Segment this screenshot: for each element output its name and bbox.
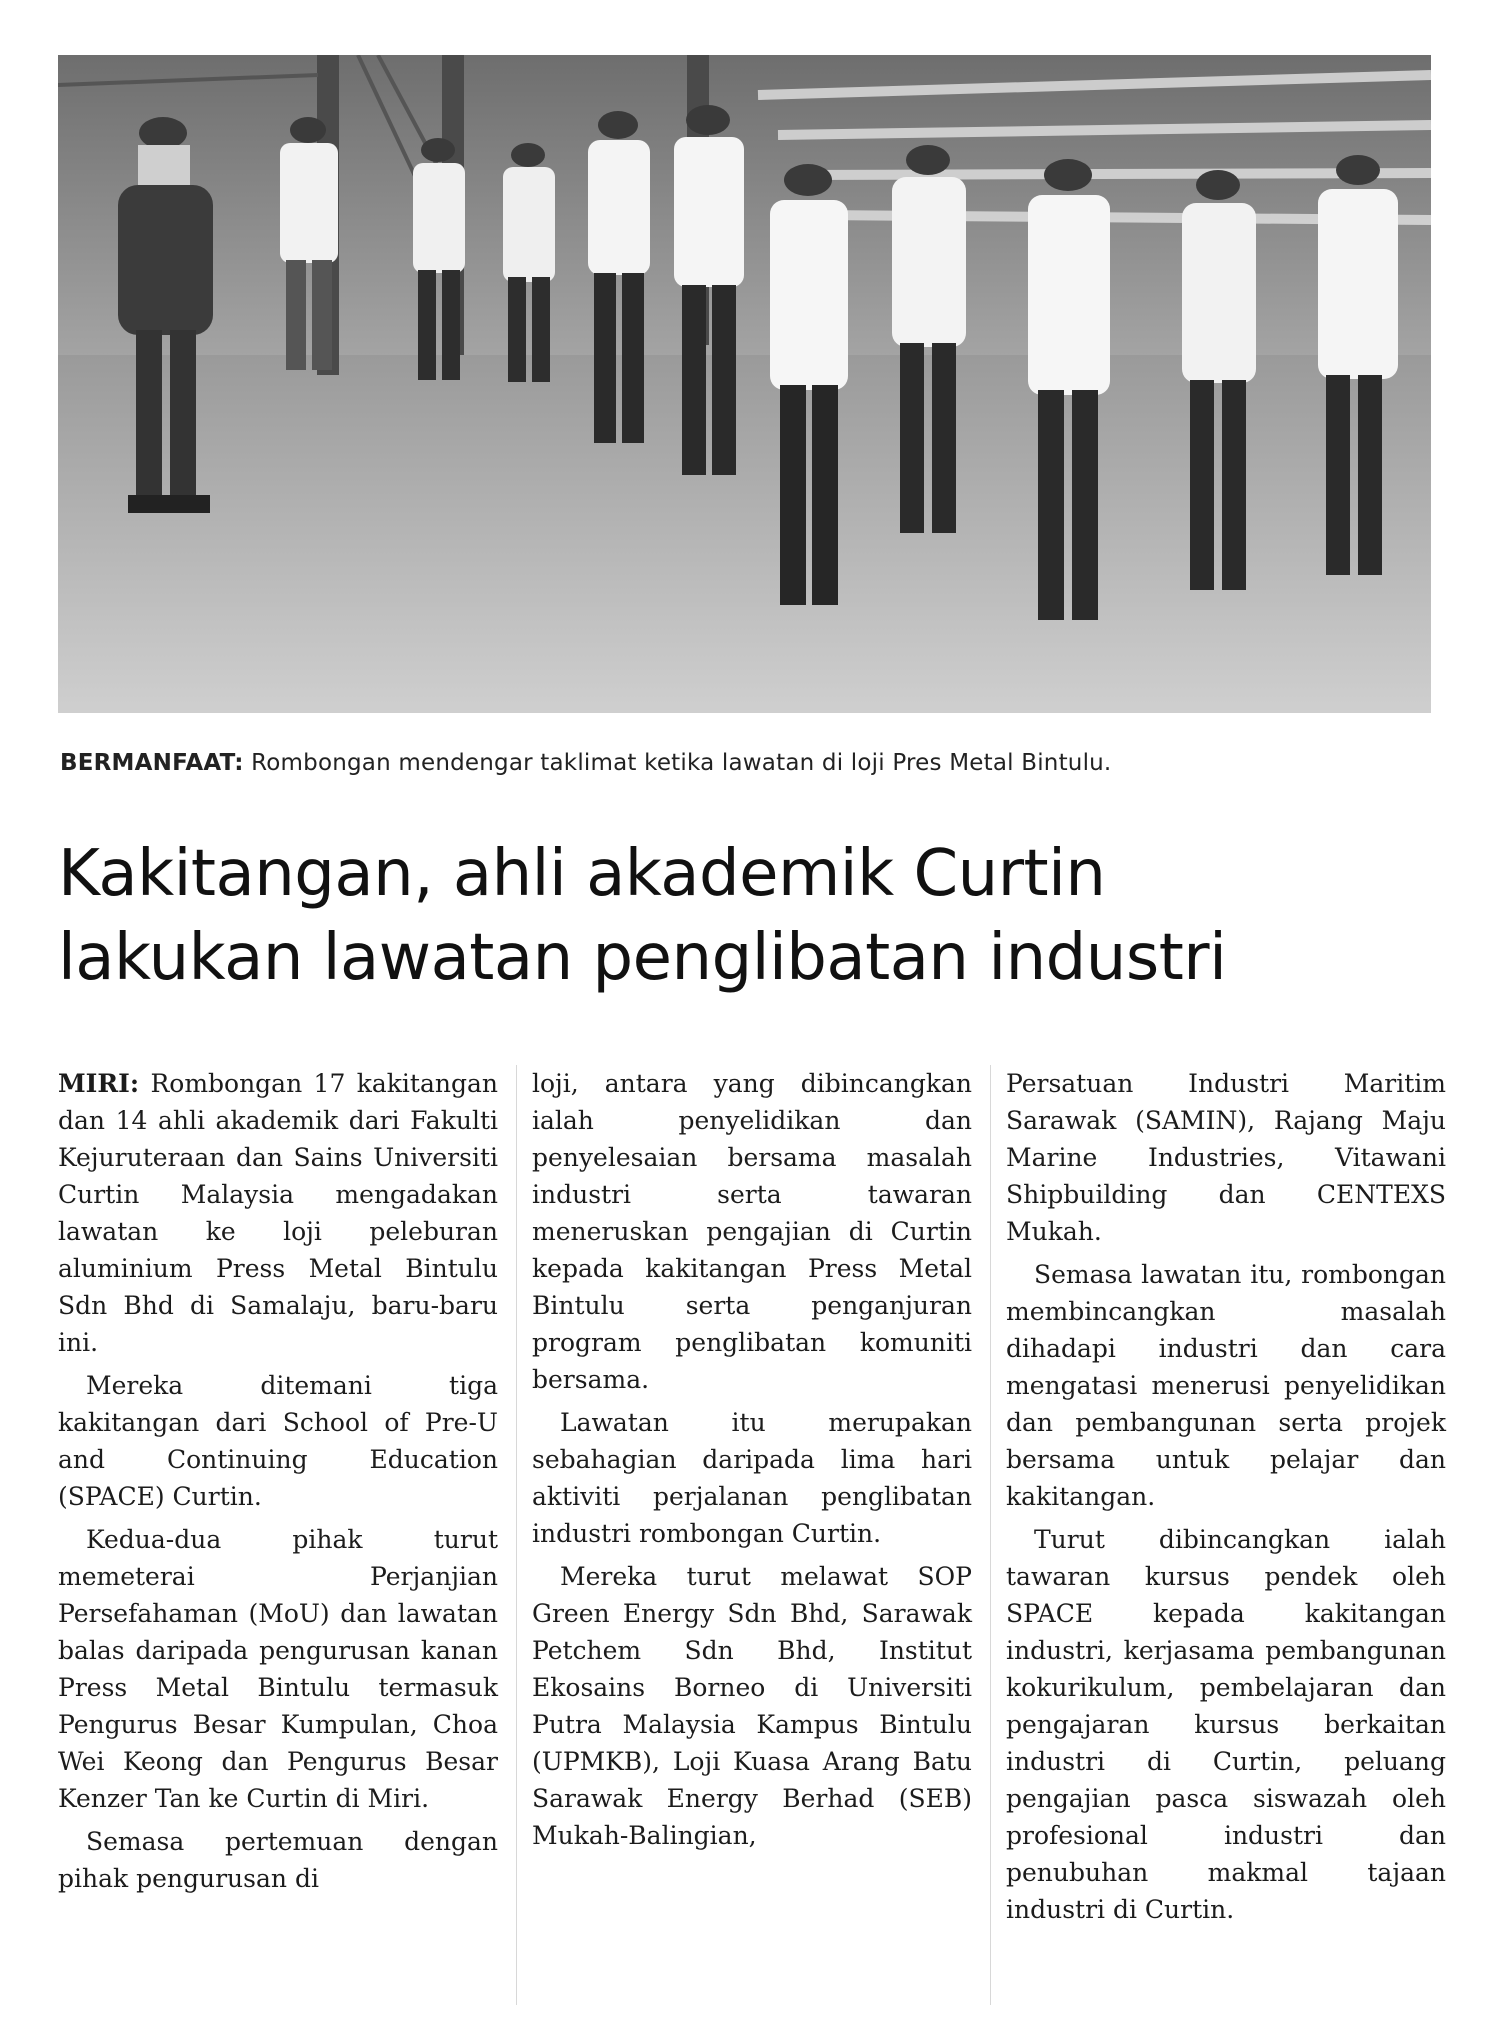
photo-caption: [60, 750, 1440, 776]
news-photo: [58, 55, 1431, 713]
plant-visit-photo-illustration: [58, 55, 1431, 713]
paragraph: Semasa pertemuan dengan pihak pengurusan di: [58, 1827, 498, 1893]
headline: [58, 832, 1458, 1000]
paragraph: Persatuan Industri Maritim Sarawak (SAMIN), Rajang Maju Marine Industries, Vitawani Shipbuilding dan CENTEXS Mukah.: [1006, 1069, 1446, 1246]
article-column-1: [58, 1065, 498, 1903]
paragraph: [58, 1065, 498, 1361]
paragraph: Turut dibincangkan ialah tawaran kursus pendek oleh SPACE kepada kakitangan industri, kerjasama pembangunan kokurikulum, pembelajaran dan pengajaran kursus berkaitan industri di Curtin, peluang pengajian pasca siswazah oleh profesional industri dan penubuhan makmal tajaan industri di Curtin.: [1006, 1525, 1446, 1924]
caption-kicker: BERMANFAAT:: [60, 750, 244, 776]
headline-line-1: Kakitangan, ahli akademik Curtin: [58, 837, 1106, 911]
paragraph: Kedua-dua pihak turut memeterai Perjanjian Persefahaman (MoU) dan lawatan balas daripada pengurusan kanan Press Metal Bintulu termasuk Pengurus Besar Kumpulan, Choa Wei Keong dan Pengurus Besar Kenzer Tan ke Curtin di Miri.: [58, 1525, 498, 1813]
paragraph-text: Rombongan 17 kakitangan dan 14 ahli akademik dari Fakulti Kejuruteraan dan Sains Universiti Curtin Malaysia mengadakan lawatan ke loji peleburan aluminium Press Metal Bintulu Sdn Bhd di Samalaju, baru-baru ini.: [58, 1069, 498, 1357]
caption-text: Rombongan mendengar taklimat ketika lawatan di loji Pres Metal Bintulu.: [243, 750, 1112, 776]
paragraph: Lawatan itu merupakan sebahagian daripada lima hari aktiviti perjalanan penglibatan industri rombongan Curtin.: [532, 1408, 972, 1548]
paragraph: Mereka ditemani tiga kakitangan dari School of Pre-U and Continuing Education (SPACE) Curtin.: [58, 1371, 498, 1511]
paragraph: Mereka turut melawat SOP Green Energy Sdn Bhd, Sarawak Petchem Sdn Bhd, Institut Ekosains Borneo di Universiti Putra Malaysia Kampus Bintulu (UPMKB), Loji Kuasa Arang Batu Sarawak Energy Berhad (SEB) Mukah-Balingian,: [532, 1562, 972, 1850]
headline-line-2: lakukan lawatan penglibatan industri: [58, 921, 1227, 995]
dateline: MIRI:: [58, 1069, 140, 1098]
paragraph: loji, antara yang dibincangkan ialah penyelidikan dan penyelesaian bersama masalah industri serta tawaran meneruskan pengajian di Curtin kepada kakitangan Press Metal Bintulu serta penganjuran program penglibatan komuniti bersama.: [532, 1069, 972, 1394]
paragraph: Semasa lawatan itu, rombongan membincangkan masalah dihadapi industri dan cara mengatasi menerusi penyelidikan dan pembangunan serta projek bersama untuk pelajar dan kakitangan.: [1006, 1260, 1446, 1511]
article-body: [58, 1065, 1446, 2025]
article-column-3: [1006, 1065, 1446, 1934]
article-column-2: [532, 1065, 972, 1860]
